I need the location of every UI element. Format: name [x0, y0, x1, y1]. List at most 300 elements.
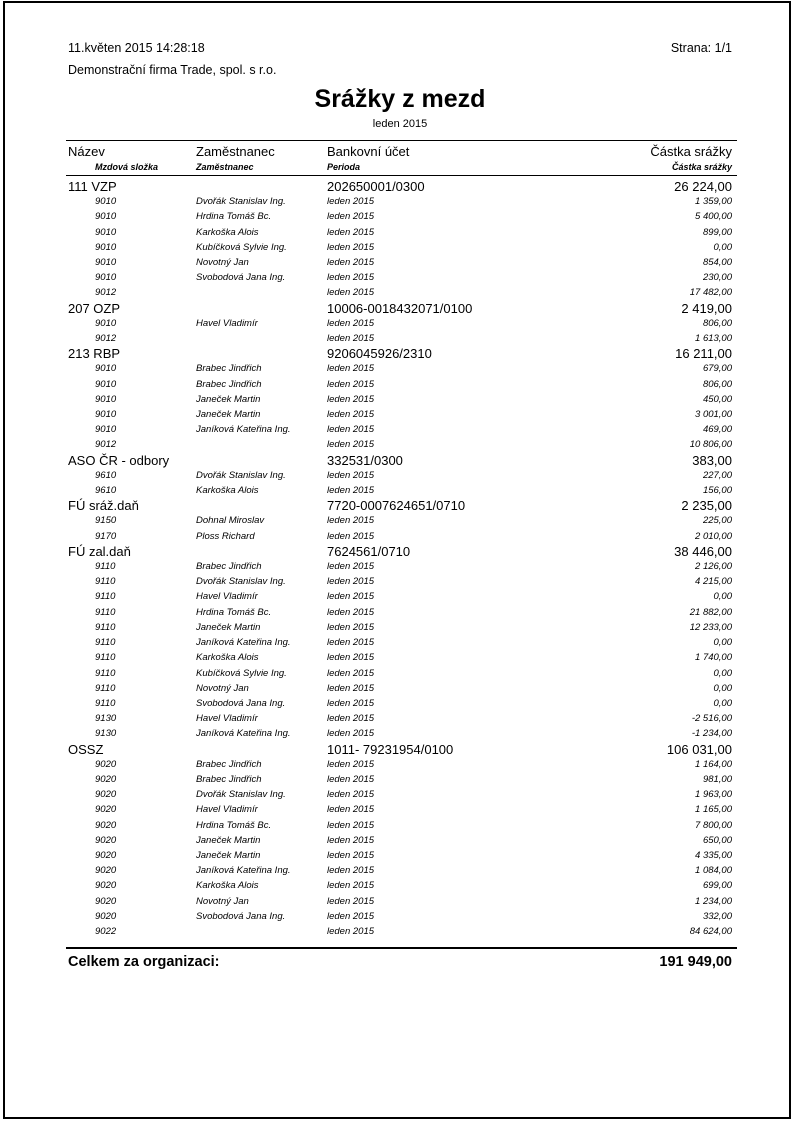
row-period: leden 2015	[327, 880, 375, 892]
row-component: 9012	[95, 439, 117, 451]
row-amount: 4 215,00	[695, 576, 732, 588]
row-component-cell	[68, 848, 196, 863]
row-period: leden 2015	[327, 652, 375, 664]
table-top-rule	[66, 140, 737, 141]
table-row	[68, 681, 732, 696]
group-rows	[68, 559, 732, 741]
group-name: ASO ČR - odbory	[68, 452, 170, 468]
deduction-group	[68, 346, 732, 452]
print-datetime: 11.květen 2015 14:28:18	[68, 41, 205, 55]
row-period: leden 2015	[327, 682, 375, 694]
row-component: 9110	[95, 637, 116, 649]
group-rows	[68, 513, 732, 543]
row-employee: Janeček Martin	[196, 834, 261, 846]
table-row	[68, 559, 732, 574]
row-component-cell	[68, 605, 196, 620]
row-component: 9110	[95, 606, 116, 618]
group-name: FÚ sráž.daň	[68, 498, 139, 514]
row-employee: Dvořák Stanislav Ing.	[196, 576, 286, 588]
row-period: leden 2015	[327, 241, 375, 253]
table-row	[68, 422, 732, 437]
row-component: 9170	[95, 530, 117, 542]
row-component-cell	[68, 863, 196, 878]
row-period: leden 2015	[327, 515, 375, 527]
table-row	[68, 802, 732, 817]
row-amount: 332,00	[702, 910, 732, 922]
row-component: 9010	[95, 226, 117, 238]
group-name: 111 VZP	[68, 179, 117, 194]
row-component-cell	[68, 833, 196, 848]
row-period: leden 2015	[327, 758, 375, 770]
row-period: leden 2015	[327, 789, 375, 801]
row-component: 9020	[95, 895, 117, 907]
column-header-account: Bankovní účet	[327, 144, 410, 159]
row-employee: Janeček Martin	[196, 621, 261, 633]
row-period: leden 2015	[327, 576, 375, 588]
row-amount: 7 800,00	[695, 819, 732, 831]
row-component-cell	[68, 270, 196, 285]
row-component-cell	[68, 650, 196, 665]
row-component-cell	[68, 194, 196, 209]
row-period: leden 2015	[327, 667, 375, 679]
row-component: 9010	[95, 196, 117, 208]
row-component: 9020	[95, 773, 117, 785]
deduction-group	[68, 742, 732, 940]
row-employee: Brabec Jindřich	[196, 773, 262, 785]
row-employee: Janíková Kateřina Ing.	[196, 424, 291, 436]
row-amount: 0,00	[713, 667, 732, 679]
row-amount: 84 624,00	[689, 925, 732, 937]
row-period: leden 2015	[327, 317, 375, 329]
row-component-cell	[68, 787, 196, 802]
row-component: 9020	[95, 880, 117, 892]
row-employee: Janíková Kateřina Ing.	[196, 637, 291, 649]
row-component: 9130	[95, 713, 117, 725]
table-row	[68, 574, 732, 589]
row-employee: Karkoška Alois	[196, 485, 259, 497]
row-employee: Hrdina Tomáš Bc.	[196, 819, 272, 831]
group-rows	[68, 194, 732, 300]
row-employee: Janeček Martin	[196, 393, 261, 405]
row-component-cell	[68, 726, 196, 741]
row-component: 9110	[95, 576, 116, 588]
row-component: 9010	[95, 272, 117, 284]
row-amount: 4 335,00	[695, 849, 732, 861]
group-total: 16 211,00	[675, 346, 732, 362]
group-name: 213 RBP	[68, 346, 121, 362]
row-component-cell	[68, 316, 196, 331]
row-amount: 1 164,00	[695, 758, 732, 770]
table-row	[68, 407, 732, 422]
row-amount: 650,00	[702, 834, 732, 846]
group-rows	[68, 468, 732, 498]
table-row	[68, 878, 732, 893]
row-component-cell	[68, 285, 196, 300]
table-row	[68, 909, 732, 924]
row-component: 9012	[95, 287, 117, 299]
group-name: FÚ zal.daň	[68, 543, 131, 559]
table-subcolumn-header	[68, 161, 732, 173]
row-component-cell	[68, 392, 196, 407]
row-employee: Karkoška Alois	[196, 226, 259, 238]
table-row	[68, 605, 732, 620]
row-component: 9020	[95, 758, 117, 770]
row-period: leden 2015	[327, 925, 375, 937]
row-employee: Ploss Richard	[196, 530, 255, 542]
deduction-group	[68, 179, 732, 301]
column-header-amount: Částka srážky	[650, 144, 732, 159]
row-amount: 156,00	[702, 485, 732, 497]
row-component-cell	[68, 240, 196, 255]
row-amount: -1 234,00	[691, 728, 732, 740]
row-component-cell	[68, 407, 196, 422]
row-employee: Svobodová Jana Ing.	[196, 272, 286, 284]
table-row	[68, 209, 732, 224]
row-component-cell	[68, 483, 196, 498]
page-number: Strana: 1/1	[670, 41, 732, 55]
row-component-cell	[68, 377, 196, 392]
row-amount: 12 233,00	[689, 621, 732, 633]
table-row	[68, 529, 732, 544]
group-total: 106 031,00	[666, 741, 732, 757]
row-component: 9022	[95, 925, 117, 937]
table-row	[68, 270, 732, 285]
subcolumn-component-label: Mzdová složka	[95, 162, 159, 172]
table-column-header	[68, 144, 732, 160]
row-component-cell	[68, 574, 196, 589]
row-period: leden 2015	[327, 804, 375, 816]
row-component-cell	[68, 757, 196, 772]
table-row	[68, 589, 732, 604]
row-period: leden 2015	[327, 409, 375, 421]
row-component: 9130	[95, 728, 117, 740]
row-employee: Brabec Jindřich	[196, 378, 262, 390]
row-component: 9110	[95, 682, 116, 694]
table-row	[68, 635, 732, 650]
table-header-rule	[66, 175, 737, 176]
table-row	[68, 513, 732, 528]
group-total: 38 446,00	[674, 543, 732, 559]
group-account: 7624561/0710	[327, 543, 411, 559]
row-component-cell	[68, 909, 196, 924]
table-row	[68, 772, 732, 787]
row-component-cell	[68, 513, 196, 528]
row-component: 9010	[95, 424, 117, 436]
row-component: 9020	[95, 834, 117, 846]
row-component-cell	[68, 711, 196, 726]
table-row	[68, 666, 732, 681]
table-row	[68, 848, 732, 863]
column-header-employee: Zaměstnanec	[196, 144, 275, 159]
row-component: 9110	[95, 621, 116, 633]
row-period: leden 2015	[327, 606, 375, 618]
row-period: leden 2015	[327, 424, 375, 436]
group-rows	[68, 316, 732, 346]
row-employee: Havel Vladimír	[196, 591, 258, 603]
row-amount: 0,00	[713, 637, 732, 649]
row-component-cell	[68, 894, 196, 909]
row-period: leden 2015	[327, 287, 375, 299]
row-component: 9010	[95, 363, 117, 375]
row-employee: Novotný Jan	[196, 257, 249, 269]
table-row	[68, 726, 732, 741]
row-period: leden 2015	[327, 697, 375, 709]
table-row	[68, 225, 732, 240]
row-employee: Hrdina Tomáš Bc.	[196, 606, 272, 618]
group-account: 332531/0300	[327, 452, 403, 468]
group-header-row	[68, 453, 732, 468]
row-component: 9010	[95, 317, 117, 329]
group-account: 1011- 79231954/0100	[327, 741, 454, 757]
table-row	[68, 863, 732, 878]
row-component-cell	[68, 924, 196, 939]
row-period: leden 2015	[327, 393, 375, 405]
row-component-cell	[68, 225, 196, 240]
row-amount: 0,00	[713, 697, 732, 709]
row-employee: Svobodová Jana Ing.	[196, 697, 286, 709]
row-component: 9610	[95, 485, 117, 497]
row-component-cell	[68, 559, 196, 574]
row-component: 9110	[95, 667, 116, 679]
row-amount: 699,00	[702, 880, 732, 892]
row-amount: 1 963,00	[695, 789, 732, 801]
row-period: leden 2015	[327, 713, 375, 725]
group-account: 10006-0018432071/0100	[327, 300, 473, 316]
row-employee: Havel Vladimír	[196, 804, 258, 816]
table-row	[68, 483, 732, 498]
row-amount: 1 613,00	[695, 333, 732, 345]
row-employee: Janíková Kateřina Ing.	[196, 728, 291, 740]
row-component-cell	[68, 802, 196, 817]
row-period: leden 2015	[327, 910, 375, 922]
row-component: 9110	[95, 697, 116, 709]
row-amount: -2 516,00	[691, 713, 732, 725]
row-amount: 0,00	[713, 591, 732, 603]
row-employee: Karkoška Alois	[196, 880, 259, 892]
row-period: leden 2015	[327, 257, 375, 269]
column-header-name: Název	[68, 144, 105, 159]
row-amount: 806,00	[702, 317, 732, 329]
table-row	[68, 240, 732, 255]
row-component-cell	[68, 666, 196, 681]
row-component: 9020	[95, 910, 117, 922]
row-employee: Novotný Jan	[196, 895, 249, 907]
row-amount: 0,00	[713, 241, 732, 253]
row-employee: Janeček Martin	[196, 409, 261, 421]
subcolumn-header-amount: Částka srážky	[671, 162, 732, 172]
row-period: leden 2015	[327, 211, 375, 223]
company-name: Demonstrační firma Trade, spol. s r.o.	[68, 63, 277, 77]
table-row	[68, 924, 732, 939]
row-period: leden 2015	[327, 773, 375, 785]
row-amount: 450,00	[702, 393, 732, 405]
group-account: 202650001/0300	[327, 179, 425, 194]
row-component-cell	[68, 529, 196, 544]
group-total: 2 419,00	[681, 300, 732, 316]
row-component-cell	[68, 818, 196, 833]
row-component: 9010	[95, 211, 117, 223]
row-period: leden 2015	[327, 439, 375, 451]
table-row	[68, 377, 732, 392]
table-bottom-rule	[66, 947, 737, 949]
row-employee: Dohnal Miroslav	[196, 515, 265, 527]
group-header-row	[68, 179, 732, 194]
row-amount: 854,00	[702, 257, 732, 269]
report-footer	[68, 953, 732, 971]
row-component-cell	[68, 255, 196, 270]
row-period: leden 2015	[327, 485, 375, 497]
row-period: leden 2015	[327, 637, 375, 649]
row-period: leden 2015	[327, 378, 375, 390]
row-period: leden 2015	[327, 849, 375, 861]
row-employee: Kubíčková Sylvie Ing.	[196, 241, 287, 253]
row-amount: 1 084,00	[695, 865, 732, 877]
grand-total-label: Celkem za organizaci:	[68, 954, 220, 970]
row-component-cell	[68, 468, 196, 483]
row-component: 9010	[95, 257, 117, 269]
row-amount: 230,00	[702, 272, 732, 284]
row-amount: 679,00	[702, 363, 732, 375]
table-row	[68, 757, 732, 772]
row-amount: 1 740,00	[695, 652, 732, 664]
row-period: leden 2015	[327, 226, 375, 238]
row-component: 9110	[95, 591, 116, 603]
row-employee: Brabec Jindřich	[196, 561, 262, 573]
group-header-row	[68, 498, 732, 513]
row-period: leden 2015	[327, 469, 375, 481]
report-meta-row	[68, 40, 732, 56]
row-component: 9010	[95, 409, 117, 421]
table-row	[68, 392, 732, 407]
subcolumn-header-employee: Zaměstnanec	[196, 162, 254, 172]
row-component-cell	[68, 772, 196, 787]
row-amount: 17 482,00	[689, 287, 732, 299]
row-period: leden 2015	[327, 333, 375, 345]
row-period: leden 2015	[327, 561, 375, 573]
row-component-cell	[68, 696, 196, 711]
deduction-group	[68, 498, 732, 544]
row-component-cell	[68, 361, 196, 376]
group-total: 2 235,00	[681, 498, 732, 514]
report-period: leden 2015	[372, 118, 428, 130]
row-employee: Hrdina Tomáš Bc.	[196, 211, 272, 223]
group-rows	[68, 757, 732, 939]
table-row	[68, 650, 732, 665]
row-amount: 225,00	[702, 515, 732, 527]
table-row	[68, 894, 732, 909]
group-header-row	[68, 346, 732, 361]
report-title: Srážky z mezd	[314, 85, 486, 113]
row-employee: Brabec Jindřich	[196, 363, 262, 375]
row-component: 9020	[95, 865, 117, 877]
row-amount: 1 359,00	[695, 196, 732, 208]
row-component: 9020	[95, 819, 117, 831]
row-period: leden 2015	[327, 834, 375, 846]
row-component-cell	[68, 635, 196, 650]
row-component: 9020	[95, 849, 117, 861]
row-employee: Svobodová Jana Ing.	[196, 910, 286, 922]
row-amount: 5 400,00	[695, 211, 732, 223]
row-component: 9012	[95, 333, 117, 345]
row-period: leden 2015	[327, 728, 375, 740]
row-amount: 899,00	[702, 226, 732, 238]
row-employee: Dvořák Stanislav Ing.	[196, 196, 286, 208]
row-amount: 227,00	[702, 469, 732, 481]
row-employee: Havel Vladimír	[196, 317, 258, 329]
subcolumn-header-component	[68, 161, 196, 173]
row-component: 9110	[95, 652, 116, 664]
row-period: leden 2015	[327, 591, 375, 603]
row-component: 9110	[95, 561, 116, 573]
row-employee: Dvořák Stanislav Ing.	[196, 469, 286, 481]
table-row	[68, 787, 732, 802]
group-name: 207 OZP	[68, 300, 121, 316]
row-period: leden 2015	[327, 895, 375, 907]
row-component: 9150	[95, 515, 117, 527]
group-account: 9206045926/2310	[327, 346, 432, 362]
row-amount: 1 234,00	[695, 895, 732, 907]
table-row	[68, 285, 732, 300]
row-component-cell	[68, 589, 196, 604]
grand-total-value: 191 949,00	[659, 954, 732, 970]
row-period: leden 2015	[327, 865, 375, 877]
table-row	[68, 468, 732, 483]
deduction-group	[68, 453, 732, 499]
table-row	[68, 696, 732, 711]
row-period: leden 2015	[327, 196, 375, 208]
row-period: leden 2015	[327, 819, 375, 831]
group-account: 7720-0007624651/0710	[327, 498, 466, 514]
row-component: 9020	[95, 804, 117, 816]
table-row	[68, 711, 732, 726]
subcolumn-header-period: Perioda	[327, 162, 361, 172]
table-row	[68, 833, 732, 848]
row-amount: 806,00	[702, 378, 732, 390]
row-period: leden 2015	[327, 272, 375, 284]
row-component-cell	[68, 209, 196, 224]
table-row	[68, 255, 732, 270]
row-amount: 3 001,00	[695, 409, 732, 421]
row-amount: 2 010,00	[695, 530, 732, 542]
group-header-row	[68, 544, 732, 559]
row-component: 9020	[95, 789, 117, 801]
row-period: leden 2015	[327, 363, 375, 375]
row-employee: Janíková Kateřina Ing.	[196, 865, 291, 877]
row-component: 9010	[95, 378, 117, 390]
row-component: 9010	[95, 393, 117, 405]
row-amount: 21 882,00	[689, 606, 732, 618]
row-period: leden 2015	[327, 621, 375, 633]
group-name: OSSZ	[68, 741, 104, 757]
row-amount: 2 126,00	[695, 561, 732, 573]
table-row	[68, 620, 732, 635]
group-total: 383,00	[692, 452, 732, 468]
row-amount: 1 165,00	[695, 804, 732, 816]
group-rows	[68, 361, 732, 452]
group-header-row	[68, 742, 732, 757]
row-component-cell	[68, 620, 196, 635]
row-employee: Dvořák Stanislav Ing.	[196, 789, 286, 801]
row-component: 9610	[95, 469, 117, 481]
report-groups	[68, 179, 732, 939]
table-row	[68, 437, 732, 452]
row-amount: 981,00	[702, 773, 732, 785]
table-row	[68, 818, 732, 833]
row-component-cell	[68, 437, 196, 452]
row-employee: Karkoška Alois	[196, 652, 259, 664]
row-employee: Janeček Martin	[196, 849, 261, 861]
deduction-group	[68, 544, 732, 742]
